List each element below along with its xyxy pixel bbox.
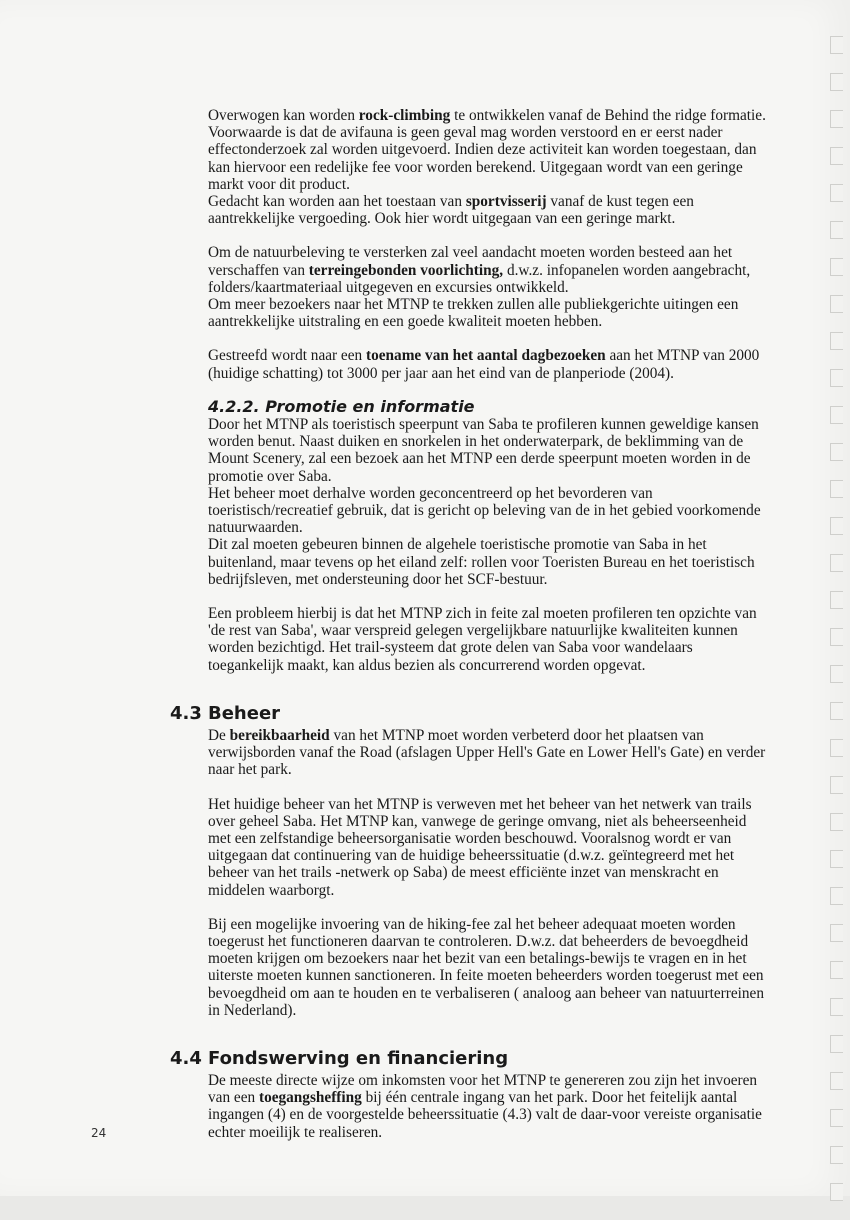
paragraph: Dit zal moeten gebeuren binnen de algehele toeristische promotie van Saba in het buitenland, maar tevens op het eiland zelf: rollen voor Toeristen Bureau en het toeristisch bedrijfsleven, met ondersteuning door het SCF-bestuur. xyxy=(208,536,755,588)
edge-tab xyxy=(830,1146,843,1164)
page-number: 24 xyxy=(91,1126,107,1140)
body-text xyxy=(170,107,768,1141)
bold-term: toegangsheffing xyxy=(258,1089,362,1107)
bold-term: rock-climbing xyxy=(358,107,451,124)
subsection-heading: 4.2.2. Promotie en informatie xyxy=(208,396,475,416)
text: Om de natuurbeleving te versterken zal veel aandacht moeten worden besteed aan het verschaffen van xyxy=(208,244,733,279)
edge-tab xyxy=(830,776,843,794)
paragraph: Door het MTNP als toeristisch speerpunt van Saba te profileren kunnen geweldige kansen worden benut. Naast duiken en snorkelen in het onderwaterpark, de beklimming van de Mount Scenery, zal een bezoek aan het MTNP een derde speerpunt moeten worden in de promotie over Saba. xyxy=(208,416,759,485)
edge-tab xyxy=(830,184,843,202)
paragraph-rock-climbing xyxy=(208,107,768,193)
text: De meeste directe wijze om inkomsten voor het MTNP te genereren zou zijn het invoeren van een xyxy=(208,1071,758,1107)
text: aan het MTNP van 2000 (huidige schatting) tot 3000 per jaar aan het eind van de planperiode (2004). xyxy=(208,347,760,382)
edge-tab xyxy=(830,480,843,498)
edge-tab xyxy=(830,517,843,535)
text: bij één centrale ingang van het park. Door het feitelijk aantal ingangen (4) en de voorgestelde beheerssituatie (4.3) valt de daar-voor vereiste organisatie echter moeilijk te realiseren. xyxy=(208,1089,762,1141)
edge-tab xyxy=(830,36,843,54)
edge-tab xyxy=(830,443,843,461)
edge-tab xyxy=(830,221,843,239)
section-heading xyxy=(170,1047,768,1069)
edge-tab xyxy=(830,887,843,905)
paragraph-voorlichting xyxy=(208,244,768,296)
edge-tab xyxy=(830,850,843,868)
edge-tab xyxy=(830,665,843,683)
edge-tab xyxy=(830,258,843,276)
section-number: 4.4 xyxy=(170,1047,202,1069)
paragraph: Bij een mogelijke invoering van de hiking-fee zal het beheer adequaat moeten worden toegerust het functioneren daarvan te controleren. D.w.z. dat beheerders de bevoegdheid moeten krijgen om bezoekers naar het bezit van een betalings-bewijs te vragen en in het uiterste moeten kunnen sanctioneren. In feite moeten beheerders worden toegerust met een bevoegdheid om aan te houden en te verbaliseren ( analoog aan beheer van natuurterreinen in Nederland). xyxy=(208,915,764,1019)
text: Gedacht kan worden aan het toestaan van xyxy=(208,193,466,211)
edge-tab xyxy=(830,924,843,942)
edge-tab xyxy=(830,961,843,979)
edge-tab xyxy=(830,1072,843,1090)
section-title: Beheer xyxy=(208,702,281,724)
edge-tab xyxy=(830,591,843,609)
paragraph-sportvisserij xyxy=(208,193,768,227)
edge-tab xyxy=(830,702,843,720)
edge-tab xyxy=(830,1109,843,1127)
edge-tab xyxy=(830,73,843,91)
edge-tab xyxy=(830,369,843,387)
bold-term: terreingebonden voorlichting, xyxy=(308,261,504,279)
bold-term: toename van het aantal dagbezoeken xyxy=(366,347,606,365)
paragraph-uitstraling: Om meer bezoekers naar het MTNP te trekken zullen alle publiekgerichte uitingen een aantrekkelijke uitstraling en een goede kwaliteit moeten hebben. xyxy=(208,296,739,331)
paragraph-dagbezoeken xyxy=(208,347,768,381)
paragraph-toegangsheffing xyxy=(208,1072,768,1141)
edge-tab xyxy=(830,628,843,646)
text: d.w.z. infopanelen worden aangebracht, folders/kaartmateriaal uitgegeven en excursies ontwikkeld. xyxy=(208,261,751,296)
section-heading xyxy=(170,702,768,724)
bold-term: bereikbaarheid xyxy=(229,726,330,744)
edge-tab xyxy=(830,554,843,572)
edge-tab xyxy=(830,332,843,350)
edge-tab xyxy=(830,110,843,128)
text: De xyxy=(208,726,230,744)
edge-tab xyxy=(830,739,843,757)
edge-tab xyxy=(830,1183,843,1201)
edge-tab xyxy=(830,406,843,424)
text: vanaf de kust tegen een aantrekkelijke vergoeding. Ook hier wordt uitgegaan van een geringe markt. xyxy=(208,193,694,228)
edge-tab xyxy=(830,998,843,1016)
text: van het MTNP moet worden verbeterd door het plaatsen van verwijsborden vanaf the Road (afslagen Upper Hell's Gate en Lower Hell's Gate) en verder naar het park. xyxy=(208,726,766,779)
paragraph-bereikbaarheid xyxy=(208,727,768,779)
paragraph: Een probleem hierbij is dat het MTNP zich in feite zal moeten profileren ten opzichte van 'de rest van Saba', waar verspreid gelegen vergelijkbare natuurlijke kwaliteiten kunnen worden bezichtigd. Het trail-systeem dat grote delen van Saba voor wandelaars toegankelijk maakt, kan aldus bezien als concurrerend worden opgevat. xyxy=(208,605,757,674)
edge-tab xyxy=(830,147,843,165)
paragraph: Het huidige beheer van het MTNP is verweven met het beheer van het netwerk van trails over geheel Saba. Het MTNP kan, vanwege de geringe omvang, niet als beheerseenheid met een zelfstandige beheersorganisatie worden beschouwd. Vooralsnog wordt er van uitgegaan dat continuering van de huidige beheerssituatie (d.w.z. geïntegreerd met het beheer van het trails -netwerk op Saba) de meest efficiënte inzet van menskracht en middelen waarborgt. xyxy=(208,795,752,899)
edge-tab xyxy=(830,1035,843,1053)
text: te ontwikkelen vanaf de Behind the ridge formatie. Voorwaarde is dat de avifauna is geen geval mag worden verstoord en er eerst nader effectonderzoek zal worden uitgevoerd. Indien deze activiteit kan worden toegestaan, dan kan hiervoor een redelijke fee voor worden berekend. Uitgegaan wordt van een geringe markt voor dit product. xyxy=(208,107,766,193)
text: Overwogen kan worden xyxy=(208,107,359,124)
bold-term: sportvisserij xyxy=(465,193,547,211)
edge-tab xyxy=(830,295,843,313)
section-number: 4.3 xyxy=(170,702,202,724)
section-title: Fondswerving en financiering xyxy=(208,1047,509,1069)
edge-tab xyxy=(830,813,843,831)
text: Gestreefd wordt naar een xyxy=(208,347,366,365)
paragraph: Het beheer moet derhalve worden geconcentreerd op het bevorderen van toeristisch/recreatief gebruik, dat is gericht op beleving van de in het gebied voorkomende natuurwaarden. xyxy=(208,484,761,537)
page-edge-tabs xyxy=(830,36,844,1220)
